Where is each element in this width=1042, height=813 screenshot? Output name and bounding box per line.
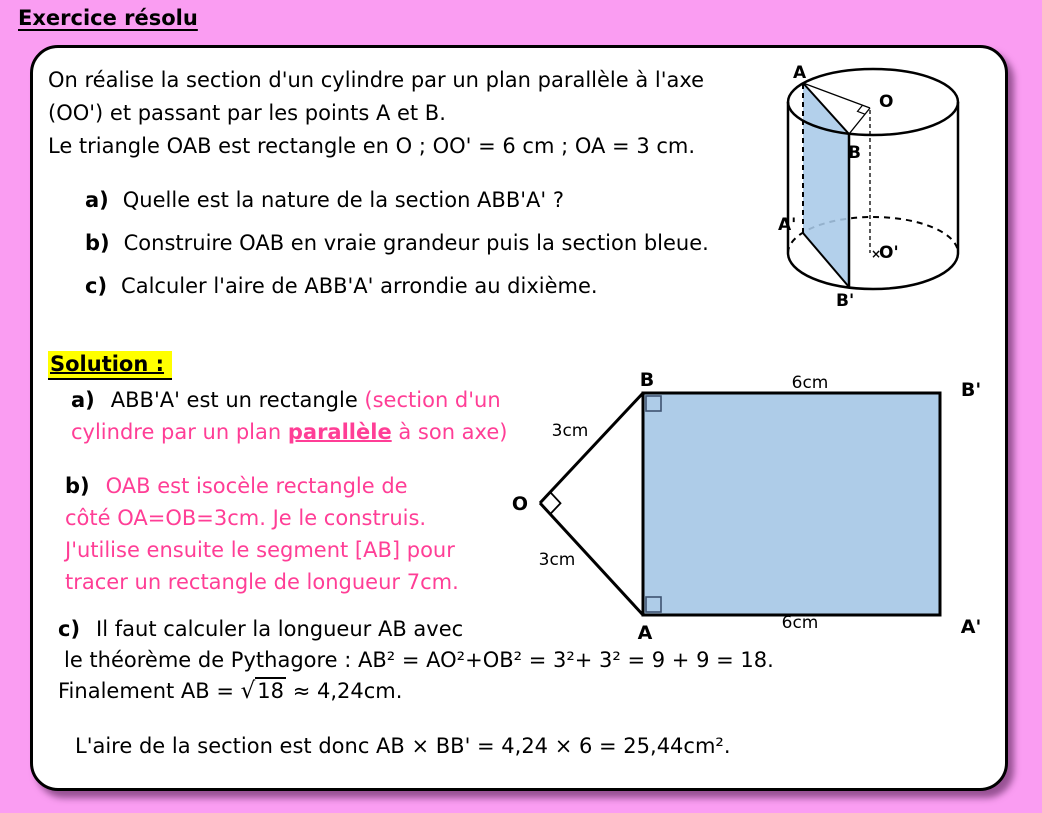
solution-c-line-3 <box>58 676 774 707</box>
solution-c-line-2: le théorème de Pythagore : AB² = AO²+OB² = 3²+ 3² = 9 + 9 = 18. <box>64 648 774 672</box>
cylinder-label-B: B <box>848 143 861 163</box>
figure-dim-BB-prime: 6cm <box>791 373 829 393</box>
question-a-text: Quelle est la nature de la section ABB'A' ? <box>122 188 564 212</box>
solution-a-line-2 <box>71 416 507 448</box>
solution-a-letter: a) <box>71 388 95 412</box>
problem-statement <box>48 64 704 163</box>
exercise-card <box>30 45 1008 791</box>
question-list <box>85 184 709 313</box>
solution-c-text-3-pre: Finalement AB = <box>58 679 241 703</box>
cylinder-diagram <box>775 50 1010 322</box>
question-a <box>85 184 709 217</box>
construction-figure <box>495 358 1015 650</box>
figure-label-A: A <box>637 622 653 644</box>
question-b-text: Construire OAB en vraie grandeur puis la section bleue. <box>123 231 709 255</box>
figure-dim-OA: 3cm <box>538 550 576 570</box>
solution-b-line-2: côté OA=OB=3cm. Je le construis. <box>65 506 427 530</box>
cylinder-label-O-prime: O' <box>879 243 899 263</box>
figure-label-B: B <box>639 369 655 391</box>
cylinder-blue-section <box>803 83 849 287</box>
sqrt-radicand: 18 <box>257 679 285 703</box>
solution-a-black: ABB'A' est un rectangle <box>110 388 365 412</box>
figure-side-OB <box>540 393 643 503</box>
solution-b-line-1 <box>65 470 459 502</box>
solution-a-pink-bold: parallèle <box>287 420 392 444</box>
problem-line-2: (OO') et passant par les points A et B. <box>48 101 446 125</box>
cylinder-label-B-prime: B' <box>836 291 855 311</box>
cylinder-label-A: A <box>793 63 807 83</box>
right-angle-mark-O <box>858 105 866 114</box>
question-b-letter: b) <box>85 231 110 255</box>
question-c <box>85 270 709 303</box>
solution-c-text-3-post: ≈ 4,24cm. <box>286 679 403 703</box>
solution-b-letter: b) <box>65 474 90 498</box>
cylinder-label-O: O <box>879 92 894 112</box>
question-c-text: Calculer l'aire de ABB'A' arrondie au dixième. <box>121 274 598 298</box>
solution-heading: Solution : <box>48 351 172 380</box>
figure-label-O: O <box>511 493 529 515</box>
solution-a <box>71 384 507 448</box>
solution-b-text-1: OAB est isocèle rectangle de <box>105 474 408 498</box>
page-title: Exercice résolu <box>18 6 198 30</box>
solution-a-pink-3: à son axe) <box>391 420 508 444</box>
question-b <box>85 227 709 260</box>
figure-right-angle-O <box>550 492 560 514</box>
question-a-letter: a) <box>85 188 109 212</box>
solution-b-line-4: tracer un rectangle de longueur 7cm. <box>65 570 459 594</box>
solution-final-line: L'aire de la section est donc AB × BB' = 4,24 × 6 = 25,44cm². <box>75 734 731 758</box>
cylinder-label-A-prime: A' <box>778 215 797 235</box>
question-c-letter: c) <box>85 274 108 298</box>
solution-a-line-1 <box>71 384 507 416</box>
figure-label-B-prime: B' <box>960 379 982 401</box>
solution-c-letter: c) <box>58 617 81 641</box>
problem-line-3: Le triangle OAB est rectangle en O ; OO' = 6 cm ; OA = 3 cm. <box>48 134 696 158</box>
problem-line-1: On réalise la section d'un cylindre par un plan parallèle à l'axe <box>48 68 705 92</box>
solution-c-text-1: Il faut calculer la longueur AB avec <box>96 617 464 641</box>
solution-b <box>65 470 459 598</box>
solution-a-pink-2: cylindre par un plan <box>71 420 288 444</box>
cylinder-O-prime-cross-icon: × <box>871 247 882 261</box>
solution-b-line-3: J'utilise ensuite le segment [AB] pour <box>65 538 455 562</box>
figure-dim-AA-prime: 6cm <box>781 613 819 633</box>
figure-label-A-prime: A' <box>960 616 982 638</box>
solution-a-pink-1: (section d'un <box>364 388 501 412</box>
figure-rectangle-section <box>643 393 940 615</box>
sqrt-icon: √ <box>240 678 256 704</box>
figure-dim-OB: 3cm <box>551 421 589 441</box>
